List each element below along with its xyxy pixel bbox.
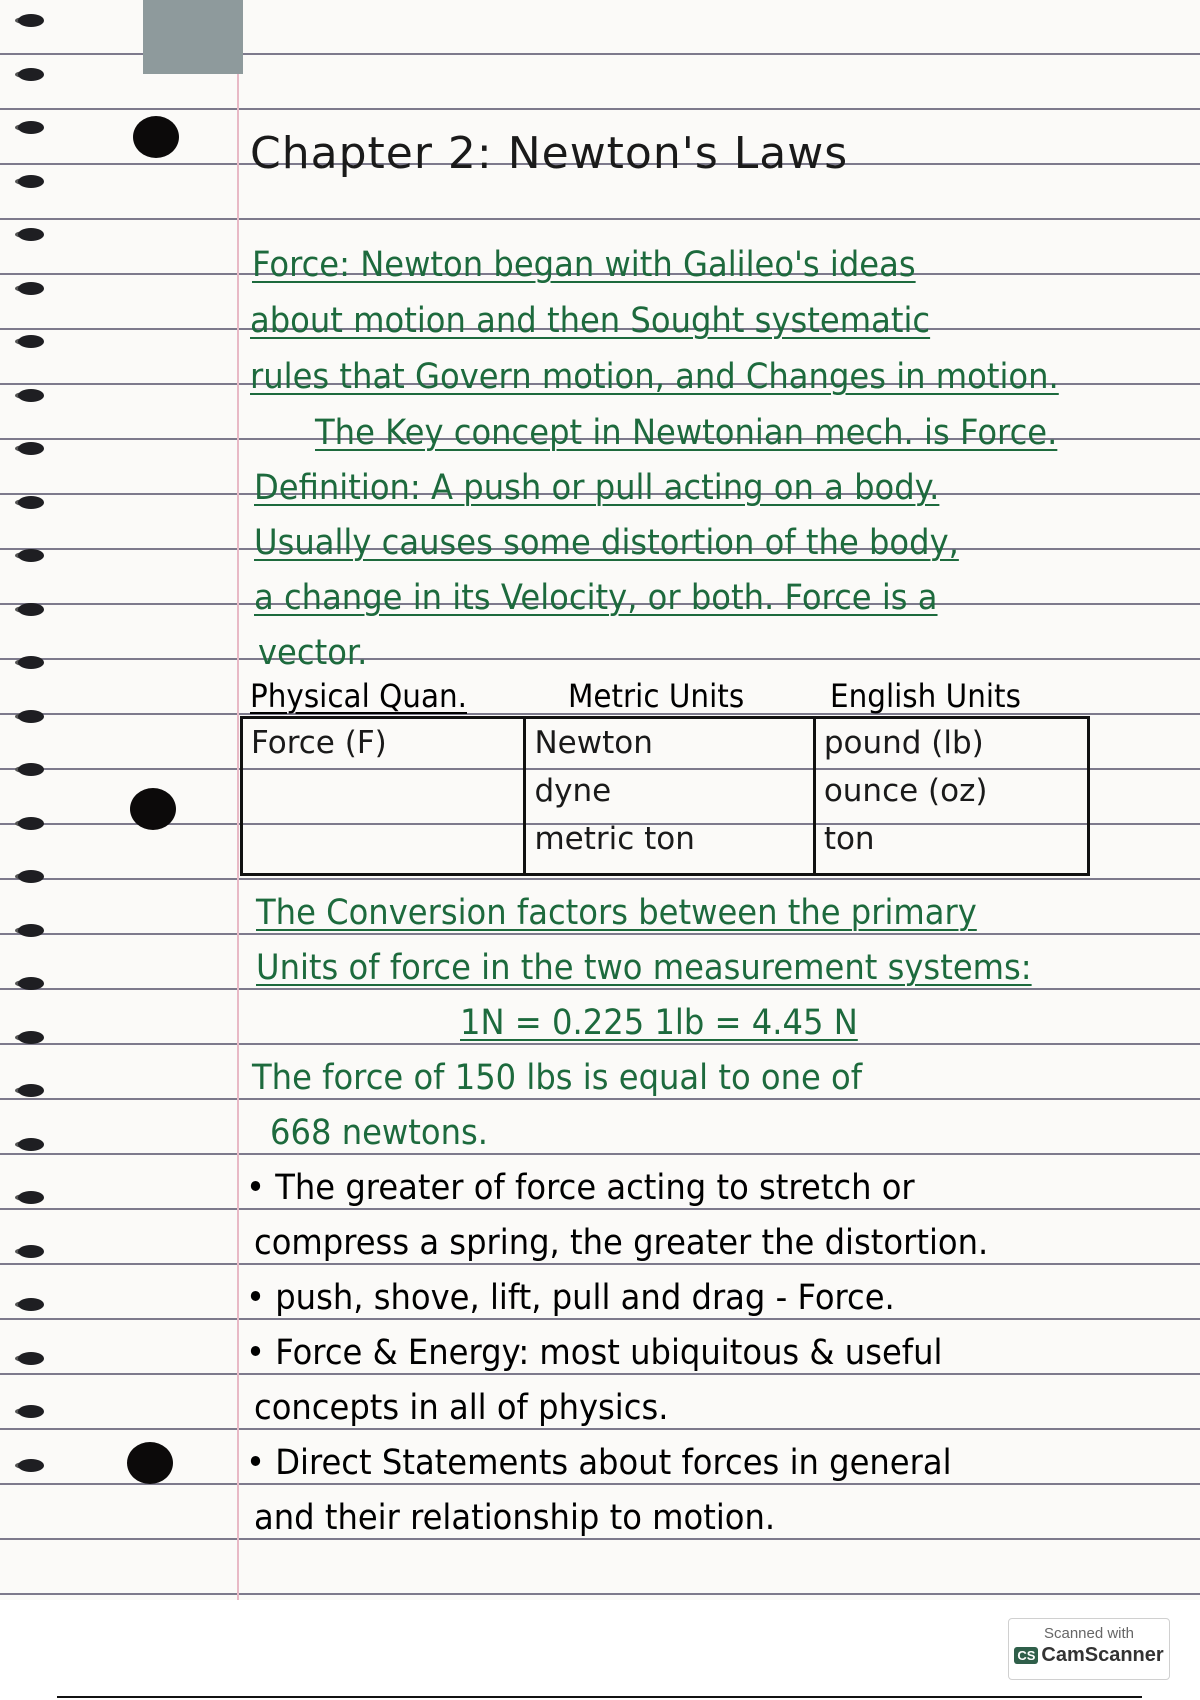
spiral-coil bbox=[18, 549, 44, 562]
conversion-line: The force of 150 lbs is equal to one of bbox=[252, 1058, 863, 1098]
spiral-coil bbox=[18, 1298, 44, 1311]
footer-divider bbox=[57, 1696, 1142, 1698]
spiral-coil bbox=[18, 14, 44, 27]
bullet-line: • Force & Energy: most ubiquitous & useful bbox=[246, 1333, 943, 1373]
paragraph-line: rules that Govern motion, and Changes in motion. bbox=[250, 357, 1059, 397]
bullet-line: • The greater of force acting to stretch or bbox=[246, 1168, 915, 1208]
conversion-line: 668 newtons. bbox=[270, 1113, 488, 1153]
table-cell-metric bbox=[525, 718, 814, 875]
spiral-coil bbox=[18, 282, 44, 295]
quantity-value: Force (F) bbox=[251, 725, 387, 761]
spiral-coil bbox=[18, 121, 44, 134]
table-header-metric: Metric Units bbox=[568, 677, 745, 715]
spiral-coil bbox=[18, 710, 44, 723]
bullet-line: concepts in all of physics. bbox=[254, 1388, 669, 1428]
spiral-coil bbox=[18, 1245, 44, 1258]
paragraph-line: Usually causes some distortion of the body, bbox=[254, 523, 959, 563]
camscanner-logo-icon: CS bbox=[1014, 1647, 1038, 1664]
spiral-coil bbox=[18, 1191, 44, 1204]
spiral-coil bbox=[18, 977, 44, 990]
watermark-brand: CamScanner bbox=[1041, 1644, 1164, 1666]
camscanner-watermark bbox=[1008, 1618, 1170, 1680]
page-title: Chapter 2: Newton's Laws bbox=[250, 128, 849, 179]
table-cell-quantity bbox=[242, 718, 525, 875]
spiral-coil bbox=[18, 870, 44, 883]
spiral-coil bbox=[18, 389, 44, 402]
margin-line bbox=[237, 0, 239, 1600]
punch-hole bbox=[127, 1442, 173, 1484]
metric-unit: Newton bbox=[534, 725, 653, 761]
spiral-coil bbox=[18, 175, 44, 188]
paragraph-line: The Key concept in Newtonian mech. is Force. bbox=[315, 413, 1058, 453]
spiral-coil bbox=[18, 763, 44, 776]
punch-hole bbox=[130, 788, 176, 830]
spiral-coil bbox=[18, 924, 44, 937]
conversion-line: The Conversion factors between the primary bbox=[256, 893, 977, 933]
watermark-line2 bbox=[1009, 1644, 1169, 1667]
spiral-coil bbox=[18, 656, 44, 669]
spiral-coil bbox=[18, 68, 44, 81]
english-unit: ounce (oz) bbox=[823, 773, 988, 809]
table-row bbox=[242, 718, 1089, 875]
metric-unit: metric ton bbox=[534, 821, 695, 857]
spiral-coil bbox=[18, 1138, 44, 1151]
units-table bbox=[240, 716, 1090, 876]
paragraph-line: Force: Newton began with Galileo's ideas bbox=[252, 245, 916, 285]
bullet-line: • Direct Statements about forces in general bbox=[246, 1443, 952, 1483]
spiral-coil bbox=[18, 817, 44, 830]
paragraph-line: vector. bbox=[258, 633, 368, 673]
conversion-line: Units of force in the two measurement systems: bbox=[256, 948, 1032, 988]
spiral-coil bbox=[18, 1405, 44, 1418]
english-unit: ton bbox=[823, 821, 875, 857]
spiral-coil bbox=[18, 1084, 44, 1097]
english-unit: pound (lb) bbox=[823, 725, 984, 761]
conversion-line: 1N = 0.225 1lb = 4.45 N bbox=[460, 1003, 858, 1043]
spiral-coil bbox=[18, 1031, 44, 1044]
spiral-coil bbox=[18, 1352, 44, 1365]
spiral-coil bbox=[18, 603, 44, 616]
bullet-line: compress a spring, the greater the distortion. bbox=[254, 1223, 989, 1263]
spiral-coil bbox=[18, 228, 44, 241]
spiral-coil bbox=[18, 496, 44, 509]
punch-hole bbox=[133, 116, 179, 158]
notebook-tab bbox=[143, 0, 243, 74]
spiral-coil bbox=[18, 1459, 44, 1472]
watermark-line1: Scanned with bbox=[1043, 1625, 1135, 1642]
table-header-quantity: Physical Quan. bbox=[250, 677, 468, 715]
bullet-line: • push, shove, lift, pull and drag - Force. bbox=[246, 1278, 895, 1318]
bullet-line: and their relationship to motion. bbox=[254, 1498, 776, 1538]
spiral-coil bbox=[18, 335, 44, 348]
paragraph-line: about motion and then Sought systematic bbox=[250, 301, 931, 341]
paragraph-line: a change in its Velocity, or both. Force is a bbox=[254, 578, 938, 618]
spiral-coil bbox=[18, 442, 44, 455]
table-cell-english bbox=[814, 718, 1088, 875]
metric-unit: dyne bbox=[534, 773, 612, 809]
table-header-english: English Units bbox=[830, 677, 1021, 715]
paragraph-line: Definition: A push or pull acting on a body. bbox=[254, 468, 940, 508]
